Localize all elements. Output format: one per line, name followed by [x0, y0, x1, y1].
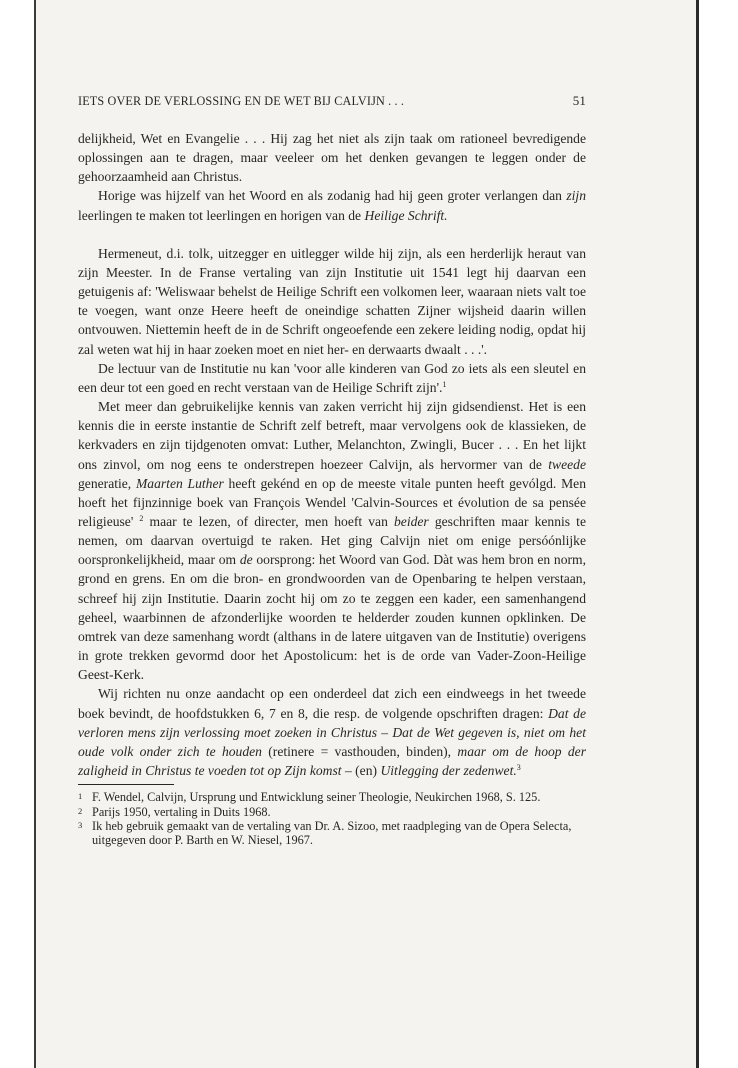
- text-run: De lectuur van de Institutie nu kan 'voor alle kinderen van God zo iets als een sleutel en een deur tot een goed en recht verstaan van de Heilige Schrift zijn'.: [78, 360, 586, 395]
- text-run: Hermeneut, d.i. tolk, uitzegger en uitlegger wilde hij zijn, als een herderlijk heraut van zijn Meester. In de Franse vertaling van zijn Institutie uit 1541 legt hij daarvan een getuigenis af: 'Weliswaar behelst de Heilige Schrift een volkomen leer, waaraan niets valt toe te voegen, want onze Heere heeft de oneindige schatten Zijner wijsheid daarin willen ontvouwen. Niettemin heeft de in de Schrift ongeoefende een zekere leiding nodig, opdat hij zal weten wat hij in haar zoeken moet en niet her- en derwaarts dwaalt . . .'.: [78, 245, 586, 357]
- footnote-text: Ik heb gebruik gemaakt van de vertaling van Dr. A. Sizoo, met raadpleging van de Opera Selecta, uitgegeven door P. Barth en W. Niesel, 1967.: [92, 818, 572, 848]
- footnote-reference: 3: [516, 763, 521, 772]
- footnote: [78, 819, 586, 848]
- text-run: delijkheid, Wet en Evangelie . . . Hij zag het niet als zijn taak om rationeel bevredigende oplossingen aan te dragen, maar veeleer om het denken gevangen te leggen onder de gehoorzaamheid aan Christus.: [78, 131, 586, 185]
- italic-run: de: [239, 552, 253, 568]
- footnote-marker: 1: [78, 791, 83, 802]
- page-number: 51: [572, 93, 586, 108]
- page-edge-left: [34, 0, 36, 1068]
- paragraph: [78, 186, 586, 224]
- text-run: Wij richten nu onze aandacht op een onderdeel dat zich een eindweegs in het tweede boek bevindt, de hoofdstukken 6, 7 en 8, die resp. de volgende opschriften dragen:: [78, 686, 586, 721]
- body-text: [78, 129, 586, 780]
- italic-run: tweede: [548, 456, 586, 472]
- italic-run: Maarten Luther: [135, 475, 224, 491]
- running-title: IETS OVER DE VERLOSSING EN DE WET BIJ CALVIJN . . .: [78, 94, 405, 108]
- footnote: [78, 805, 586, 819]
- text-run: Horige was hijzelf van het Woord en als zodanig had hij geen groter verlangen dan: [98, 188, 567, 204]
- footnote-reference: 1: [442, 379, 447, 389]
- italic-run: Heilige Schrift.: [364, 207, 448, 223]
- text-run: Met meer dan gebruikelijke kennis van zaken verricht hij zijn gidsendienst. Het is een kennis die in eerste instantie de Schrift zelf betreft, maar vervolgens ook de klassieken, de kerkvaders en zijn tijdgenoten omvat: Luther, Melanchton, Zwingli, Bucer . . . En het lijkt ons zinvol, om nog eens te onderstrepen hoezeer Calvijn, als hervormer van de: [78, 399, 586, 472]
- text-run: maar te lezen, of directer, men hoeft van: [143, 513, 394, 529]
- paragraph: [78, 244, 586, 359]
- footnote-text: F. Wendel, Calvijn, Ursprung und Entwicklung seiner Theologie, Neukirchen 1968, S. 125.: [92, 790, 541, 805]
- paragraph: [78, 359, 586, 397]
- page-content: [78, 91, 586, 848]
- text-run: heeft gekénd en op de meeste vitale punten heeft gevólgd. Men hoeft het fijnzinnige boek van François Wendel 'Calvin-Sources et évolution de sa pensée religieuse': [78, 475, 586, 529]
- text-run: geschriften maar kennis te nemen, om daarvan overtuigd te raken. Het ging Calvijn niet om enige persóónlijke oorspronkelijkheid, maar om: [78, 513, 586, 568]
- page-edge-right: [696, 0, 699, 1068]
- text-run: – (en): [341, 763, 381, 778]
- italic-run: maar om de hoop der zaligheid in Christus te voeden tot op Zijn komst: [78, 743, 586, 778]
- text-run: generatie,: [78, 475, 136, 491]
- footnotes: [78, 790, 586, 848]
- footnote-rule: [78, 784, 174, 785]
- italic-run: Uitlegging der zedenwet.: [380, 763, 517, 778]
- footnote: [78, 790, 586, 804]
- footnote-text: Parijs 1950, vertaling in Duits 1968.: [92, 804, 271, 819]
- text-run: oorsprong: het Woord van God. Dàt was hem bron en norm, grond en grens. En om die bron- en grondwoorden van de Openbaring te helpen verstaan, schreef hij zijn Institutie. Daarin zocht hij om zo te zeggen een kader, een samenhangend geheel, waarbinnen de afzonderlijke woorden te helderder zouden kunnen opklinken. De omtrek van deze samenhang wordt (althans in de latere uitgaven van de Institutie) overigens in grote trekken gevormd door het Apostolicum: het is de orde van Vader-Zoon-Heilige Geest-Kerk.: [78, 552, 586, 683]
- running-header: [78, 91, 586, 117]
- footnote-reference: 2: [139, 513, 144, 523]
- italic-run: zijn: [566, 188, 586, 204]
- text-run: (retinere = vasthouden, binden),: [261, 743, 458, 759]
- italic-run: beider: [393, 513, 429, 529]
- footnote-marker: 3: [78, 819, 83, 830]
- text-run: leerlingen te maken tot leerlingen en horigen van de: [78, 207, 365, 223]
- footnote-marker: 2: [78, 805, 83, 816]
- paragraph: [78, 397, 586, 684]
- paragraph: [78, 684, 586, 780]
- paragraph: [78, 129, 586, 186]
- italic-run: Dat de verloren mens zijn verlossing moet zoeken in Christus – Dat de Wet gegeven is, niet om het oude volk onder zich te houden: [78, 705, 586, 759]
